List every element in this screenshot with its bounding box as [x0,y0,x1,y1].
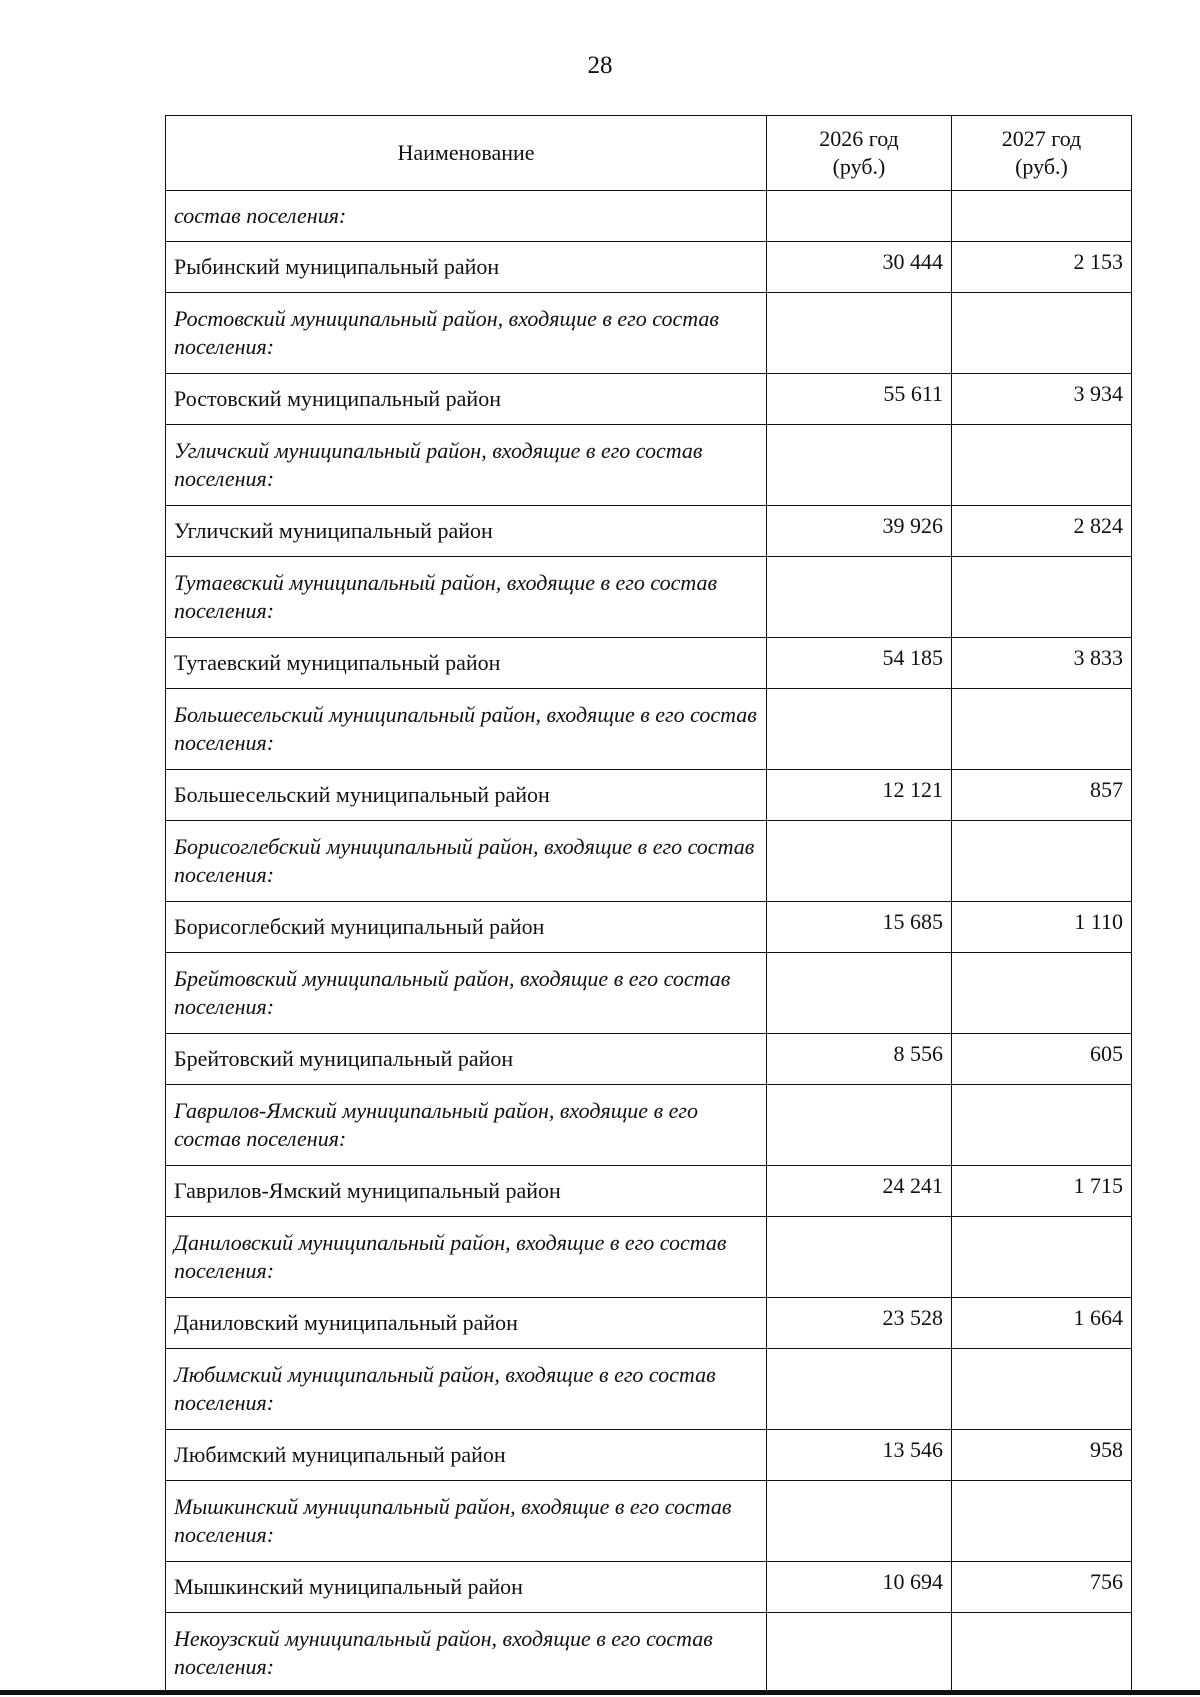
value-2027-cell: 958 [952,1430,1132,1481]
value-2026-cell: 15 685 [767,902,952,953]
group-name-cell: Ростовский муниципальный район, входящие в его состав поселения: [166,293,767,374]
group-name-cell: Большесельский муниципальный район, входящие в его состав поселения: [166,689,767,770]
value-2026-cell: 23 528 [767,1298,952,1349]
value-2026-cell [767,1085,952,1166]
value-2026-cell: 30 444 [767,242,952,293]
value-2026-cell: 8 556 [767,1034,952,1085]
header-name [166,116,767,191]
group-name-cell: состав поселения: [166,191,767,242]
value-2027-cell: 3 833 [952,638,1132,689]
header-row [166,116,1132,191]
value-2026-cell [767,557,952,638]
value-2027-cell [952,1085,1132,1166]
district-name-cell: Брейтовский муниципальный район [166,1034,767,1085]
value-2027-cell [952,1217,1132,1298]
table-row [166,293,1132,374]
scan-edge-line [0,1690,1200,1695]
table-row [166,953,1132,1034]
group-name-cell: Гаврилов-Ямский муниципальный район, входящие в его состав поселения: [166,1085,767,1166]
table-row [166,1349,1132,1430]
header-2027-unit: (руб.) [1015,154,1068,179]
header-2026 [767,116,952,191]
table-row [166,770,1132,821]
table-row [166,374,1132,425]
table-row [166,557,1132,638]
value-2027-cell [952,1481,1132,1562]
district-name-cell: Любимский муниципальный район [166,1430,767,1481]
table-row [166,1217,1132,1298]
district-name-cell: Рыбинский муниципальный район [166,242,767,293]
value-2026-cell: 10 694 [767,1562,952,1613]
value-2027-cell [952,1349,1132,1430]
table-header [166,116,1132,191]
value-2026-cell [767,821,952,902]
group-name-cell: Тутаевский муниципальный район, входящие в его состав поселения: [166,557,767,638]
table-row [166,902,1132,953]
header-2027-year: 2027 год [1001,126,1082,151]
group-name-cell: Некоузский муниципальный район, входящие в его состав поселения: [166,1613,767,1694]
table-row [166,506,1132,557]
table-row [166,689,1132,770]
table-row [166,425,1132,506]
table-body [166,191,1132,1694]
table-row [166,242,1132,293]
value-2026-cell [767,293,952,374]
value-2027-cell: 857 [952,770,1132,821]
page-number: 28 [587,52,613,79]
value-2027-cell [952,191,1132,242]
district-name-cell: Угличский муниципальный район [166,506,767,557]
header-name-label: Наименование [397,140,535,165]
district-name-cell: Тутаевский муниципальный район [166,638,767,689]
value-2026-cell [767,953,952,1034]
value-2026-cell [767,1349,952,1430]
table-row [166,1034,1132,1085]
district-name-cell: Ростовский муниципальный район [166,374,767,425]
value-2026-cell [767,1217,952,1298]
table-row [166,1481,1132,1562]
value-2027-cell: 756 [952,1562,1132,1613]
header-2027 [952,116,1132,191]
value-2027-cell: 1 110 [952,902,1132,953]
table-row [166,191,1132,242]
district-name-cell: Борисоглебский муниципальный район [166,902,767,953]
value-2027-cell [952,425,1132,506]
value-2027-cell: 1 664 [952,1298,1132,1349]
value-2026-cell: 13 546 [767,1430,952,1481]
value-2027-cell [952,689,1132,770]
value-2026-cell: 55 611 [767,374,952,425]
value-2027-cell: 2 824 [952,506,1132,557]
value-2027-cell [952,953,1132,1034]
district-name-cell: Мышкинский муниципальный район [166,1562,767,1613]
value-2027-cell [952,821,1132,902]
group-name-cell: Борисоглебский муниципальный район, входящие в его состав поселения: [166,821,767,902]
value-2027-cell: 605 [952,1034,1132,1085]
table-row [166,1613,1132,1694]
group-name-cell: Мышкинский муниципальный район, входящие в его состав поселения: [166,1481,767,1562]
table-row [166,638,1132,689]
table-row [166,1085,1132,1166]
value-2026-cell [767,191,952,242]
group-name-cell: Даниловский муниципальный район, входящие в его состав поселения: [166,1217,767,1298]
value-2027-cell: 1 715 [952,1166,1132,1217]
district-name-cell: Гаврилов-Ямский муниципальный район [166,1166,767,1217]
group-name-cell: Любимский муниципальный район, входящие в его состав поселения: [166,1349,767,1430]
value-2027-cell: 3 934 [952,374,1132,425]
group-name-cell: Брейтовский муниципальный район, входящие в его состав поселения: [166,953,767,1034]
group-name-cell: Угличский муниципальный район, входящие в его состав поселения: [166,425,767,506]
value-2026-cell [767,689,952,770]
value-2026-cell [767,1613,952,1694]
value-2027-cell [952,1613,1132,1694]
header-2026-unit: (руб.) [832,154,886,179]
header-2026-year: 2026 год [819,126,899,151]
value-2026-cell [767,425,952,506]
value-2026-cell [767,1481,952,1562]
table-row [166,1298,1132,1349]
value-2026-cell: 24 241 [767,1166,952,1217]
district-name-cell: Даниловский муниципальный район [166,1298,767,1349]
value-2026-cell: 39 926 [767,506,952,557]
table-row [166,1562,1132,1613]
table-row [166,1430,1132,1481]
value-2027-cell [952,557,1132,638]
district-name-cell: Большесельский муниципальный район [166,770,767,821]
value-2027-cell: 2 153 [952,242,1132,293]
table-row [166,821,1132,902]
value-2026-cell: 12 121 [767,770,952,821]
budget-table [165,115,1132,1694]
value-2026-cell: 54 185 [767,638,952,689]
table-row [166,1166,1132,1217]
value-2027-cell [952,293,1132,374]
